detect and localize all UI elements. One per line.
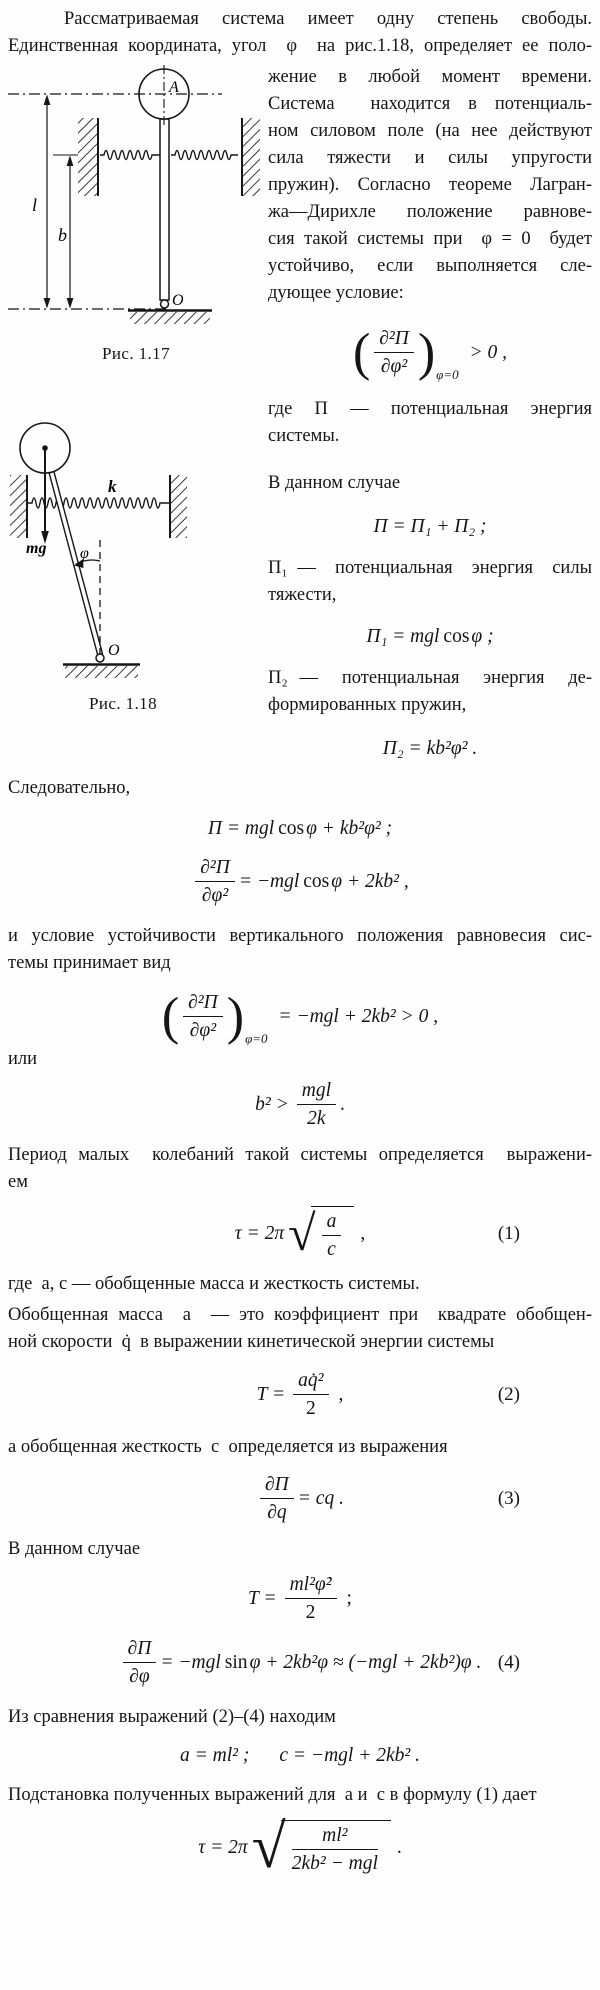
comparison-text: Из сравнения выражений (2)–(4) находим xyxy=(8,1707,336,1727)
figure-1-17-caption: Рис. 1.17 xyxy=(102,344,170,363)
right-spring xyxy=(171,151,238,160)
eq-stability-evaluated: ( $\frac{\text{∂²Π}}{\text{∂φ²}}$ ) φ=0 = −mgl + 2kb² > 0 , xyxy=(161,986,439,1046)
equation-number-3: (3) xyxy=(497,1487,520,1509)
left-wall-hatch xyxy=(78,118,98,196)
ground-hatch xyxy=(130,312,210,324)
figures-column xyxy=(8,64,264,761)
eq-spring-potential: Π₂ = kb²φ² . xyxy=(382,738,478,759)
eq-kinetic-energy: T = $\frac{\text{aq̇²}}{2}$ , (2) xyxy=(256,1370,520,1419)
label-mg: mg xyxy=(26,540,47,557)
label-O: O xyxy=(108,642,120,659)
text-column xyxy=(268,64,592,761)
eq-potential-sum: Π = Π₁ + Π₂ ; xyxy=(373,516,487,537)
p2-definition-paragraph: Π₂ — потенциальная энергия де- формированных пружин, xyxy=(268,668,592,715)
substitution-text: Подстановка полученных выражений для a и c в формулу (1) дает xyxy=(8,1785,537,1805)
spring-k xyxy=(27,498,170,508)
figure-1-17 xyxy=(8,64,264,364)
label-A: A xyxy=(169,79,179,96)
eq-kinetic-energy-system: T = $\frac{\text{ml²φ̇²}}{2}$ ; xyxy=(248,1574,352,1623)
eq-gravity-potential: Π₁ = mgl cos φ ; xyxy=(366,626,494,647)
eq-stiffness-definition: $\frac{\partial\Pi}{\partial q}$ = cq . (3) xyxy=(8,1473,592,1524)
eq-b-squared-condition: b² > $\frac{\text{mgl}}{2k}$ . xyxy=(255,1080,345,1129)
eq-stability-condition: ( $\frac{\text{∂²Π}}{\text{∂φ²}}$ ) φ=0 > 0 , xyxy=(352,322,508,382)
label-k: k xyxy=(108,477,117,496)
label-l: l xyxy=(32,195,38,215)
figure-1-18-caption: Рис. 1.18 xyxy=(89,694,157,713)
label-O: O xyxy=(172,292,184,309)
label-b: b xyxy=(58,225,67,245)
pendulum-rod xyxy=(49,472,102,655)
equation-number-1: (1) xyxy=(497,1222,520,1244)
figure-1-18 xyxy=(8,418,264,714)
intro-line-2: Единственная координата, угол φ на рис.1.18, определяет ее поло- xyxy=(8,36,592,56)
eq-potential-derivative: $\frac{\partial\Pi}{\partial\varphi}$ = −mgl sin φ + 2kb²φ ≈ (−mgl + 2kb²)φ . (4) xyxy=(8,1637,592,1688)
column-paragraph: жение в любой момент времени. Система находится в потенциаль- ном силовом поле (на нее действуют сила тяжести и силы упругости пружин). Согласно теореме Лагран- жа—Дирихле положение равнове- сия такой системы при φ = 0 будет устойчиво, если выполняется сле- дующее условие: xyxy=(268,67,592,303)
inverted-pendulum-diagram xyxy=(8,64,264,326)
eq-period-final: τ = 2π √ $\frac{\text{ml²}}{\text{2kb² − mgl}}$ . xyxy=(198,1813,402,1882)
left-wall-hatch xyxy=(10,475,27,538)
eq-a-and-c-values: a = ml² ; c = −mgl + 2kb² . xyxy=(179,1745,420,1766)
left-spring xyxy=(100,151,160,160)
label-phi: φ xyxy=(80,545,89,562)
two-column-section xyxy=(8,64,592,761)
intro-line-1: Рассматриваемая система имеет одну степень свободы. xyxy=(64,9,592,29)
intro-paragraph xyxy=(8,6,592,60)
ground-hatch xyxy=(65,666,138,678)
pivot-O xyxy=(161,300,169,308)
in-this-case-text-2: В данном случае xyxy=(8,1539,141,1559)
where-potential-paragraph: где Π — потенциальная энергия системы. xyxy=(268,399,592,446)
where-ac-text: где a, c — обобщенные масса и жесткость системы. xyxy=(8,1274,420,1294)
p1-definition-paragraph: Π₁ — потенциальная энергия силы тяжести, xyxy=(268,558,592,605)
period-paragraph: Период малых колебаний такой системы определяется выражени- ем xyxy=(8,1145,592,1192)
eq-total-potential: Π = mgl cos φ + kb²φ² ; xyxy=(207,818,393,839)
stability-condition-paragraph: и условие устойчивости вертикального положения равновесия сис- темы принимает вид xyxy=(8,926,592,973)
hence-text: Следовательно, xyxy=(8,778,131,798)
eq-second-derivative: $\frac{\text{∂²Π}}{\text{∂φ²}}$ = −mgl cos φ + 2kb² , xyxy=(8,856,592,907)
right-wall-hatch xyxy=(242,118,260,196)
equation-number-4: (4) xyxy=(497,1651,520,1673)
eq-period-general: τ = 2π √ $\frac{a}{c}$ , (1) xyxy=(234,1205,520,1261)
equation-number-2: (2) xyxy=(497,1383,520,1405)
in-this-case-text: В данном случае xyxy=(268,473,401,493)
generalized-mass-paragraph: Обобщенная масса a — это коэффициент при квадрате обобщен- ной скорости q̇ в выражении кинетической энергии системы xyxy=(8,1305,592,1352)
tilted-pendulum-diagram xyxy=(8,418,193,678)
right-wall-hatch xyxy=(170,475,187,538)
pivot-O xyxy=(96,654,104,662)
generalized-stiffness-text: а обобщенная жесткость c определяется из выражения xyxy=(8,1437,448,1457)
pendulum-rod xyxy=(160,119,169,300)
or-text: или xyxy=(8,1049,38,1069)
